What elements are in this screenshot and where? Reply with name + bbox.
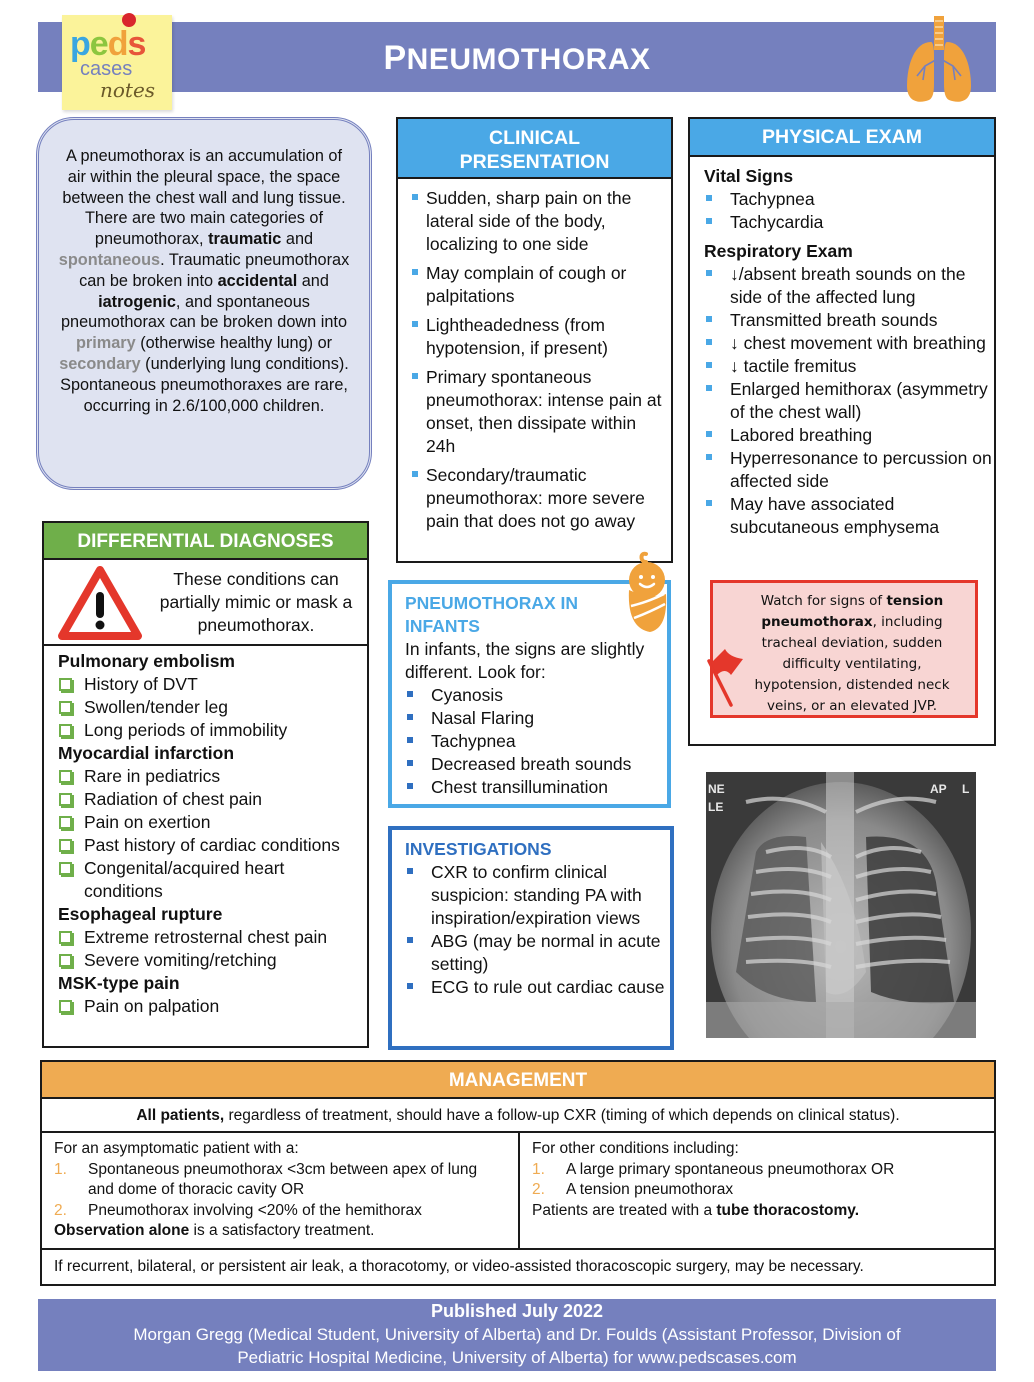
bullet-icon <box>412 471 418 477</box>
list-item: Secondary/traumatic pneumothorax: more severe pain that does not go away <box>410 464 663 533</box>
group-myocardial-infarction: Myocardial infarction <box>58 743 235 763</box>
pedscases-notes-logo <box>62 15 172 110</box>
list-item: Severe vomiting/retching <box>58 949 367 972</box>
list-item: Chest transillumination <box>405 776 667 799</box>
respiratory-exam-heading: Respiratory Exam <box>704 241 853 261</box>
checkbox-icon <box>59 678 72 691</box>
list-item: May complain of cough or palpitations <box>410 262 663 308</box>
group-pulmonary-embolism: Pulmonary embolism <box>58 651 235 671</box>
red-flag-icon <box>705 647 749 709</box>
investigations-box <box>388 826 674 1050</box>
infants-title: PNEUMOTHORAX IN INFANTS <box>405 593 579 636</box>
clinical-presentation-box <box>396 117 673 563</box>
list-item: Long periods of immobility <box>58 719 367 742</box>
list-item: Enlarged hemithorax (asymmetry of the chest wall) <box>704 378 994 424</box>
logo-cases-text: cases <box>80 58 133 80</box>
xray-label: NE <box>708 782 725 796</box>
list-item: May have associated subcutaneous emphysema <box>704 493 994 539</box>
list-item: Primary spontaneous pneumothorax: intense pain at onset, then dissipate within 24h <box>410 366 663 458</box>
published-date: Published July 2022 <box>430 1301 604 1321</box>
group-msk-pain: MSK-type pain <box>58 973 180 993</box>
bullet-icon <box>706 316 712 322</box>
list-item: ABG (may be normal in acute setting) <box>405 930 670 976</box>
differential-list <box>44 646 367 1018</box>
management-surgery-note: If recurrent, bilateral, or persistent air leak, a thoracotomy, or video-assisted thoracoscopic surgery, may be necessary. <box>54 1258 864 1275</box>
list-item: Tachypnea <box>704 188 994 211</box>
differential-diagnoses-box <box>42 521 369 1048</box>
group-esophageal-rupture: Esophageal rupture <box>58 904 223 924</box>
checkbox-icon <box>59 931 72 944</box>
bullet-icon <box>412 373 418 379</box>
bullet-icon <box>706 270 712 276</box>
bullet-icon <box>407 868 413 874</box>
list-item: Sudden, sharp pain on the lateral side of the body, localizing to one side <box>410 187 663 256</box>
bullet-icon <box>706 339 712 345</box>
management-all-patients: All patients, regardless of treatment, should have a follow-up CXR (timing of which depends on clinical status). <box>42 1099 994 1133</box>
bullet-icon <box>407 714 413 720</box>
list-item: Cyanosis <box>405 684 667 707</box>
bullet-icon <box>706 500 712 506</box>
bullet-icon <box>412 321 418 327</box>
list-item: Pain on palpation <box>58 995 367 1018</box>
list-item: ↓/absent breath sounds on the side of the affected lung <box>704 263 994 309</box>
bullet-icon <box>407 691 413 697</box>
xray-label: LE <box>708 800 724 814</box>
warning-triangle-icon <box>58 566 142 640</box>
list-item: Congenital/acquired heart conditions <box>58 857 367 903</box>
list-item: 2. A tension pneumothorax <box>532 1181 734 1198</box>
bullet-icon <box>706 454 712 460</box>
xray-label-ap: AP <box>930 782 947 796</box>
xray-illustration <box>706 772 976 1038</box>
checkbox-icon <box>59 839 72 852</box>
list-item: Extreme retrosternal chest pain <box>58 926 367 949</box>
checkbox-icon <box>59 701 72 714</box>
bullet-icon <box>706 362 712 368</box>
list-item: Lightheadedness (from hypotension, if present) <box>410 314 663 360</box>
checkbox-icon <box>59 816 72 829</box>
management-asymptomatic: For an asymptomatic patient with a: 1. Spontaneous pneumothorax <3cm between apex of lung and dome of thoracic cavity OR 2. Pneumothorax involving <20% of the hemithorax Observation alone is a satisfactory treatment. <box>42 1133 520 1248</box>
list-item: Past history of cardiac conditions <box>58 834 367 857</box>
differential-title: DIFFERENTIAL DIAGNOSES <box>44 523 367 560</box>
footer <box>38 1299 996 1371</box>
intro-summary: A pneumothorax is an accumulation of air within the pleural space, the space between the chest wall and lung tissue. There are two main categories of pneumothorax, traumatic and spontaneous. Traumatic pneumothorax can be broken into accidental and iatrogenic, and spontaneous pneumothorax can be broken down into primary (otherwise healthy lung) or secondary (underlying lung conditions). Spontaneous pneumothoraxes are rare, occurring in 2.6/100,000 children. <box>36 117 372 490</box>
clinical-list <box>398 179 671 533</box>
list-item: History of DVT <box>58 673 367 696</box>
list-item: Decreased breath sounds <box>405 753 667 776</box>
authors-line-2: Pediatric Hospital Medicine, University of Alberta) for www.pedscases.com <box>237 1348 797 1367</box>
checkbox-icon <box>59 770 72 783</box>
list-item: Swollen/tender leg <box>58 696 367 719</box>
list-item: Radiation of chest pain <box>58 788 367 811</box>
baby-icon <box>622 550 672 634</box>
list-item: Nasal Flaring <box>405 707 667 730</box>
checkbox-icon <box>59 793 72 806</box>
bullet-icon <box>706 218 712 224</box>
vital-signs-heading: Vital Signs <box>704 166 794 186</box>
list-item: Hyperresonance to percussion on affected side <box>704 447 994 493</box>
list-item: 1. A large primary spontaneous pneumothorax OR <box>532 1160 895 1178</box>
bullet-icon <box>706 195 712 201</box>
clinical-title: CLINICAL PRESENTATION <box>398 119 671 179</box>
checkbox-icon <box>59 954 72 967</box>
bullet-icon <box>706 431 712 437</box>
list-item: ↓ chest movement with breathing <box>704 332 994 355</box>
logo-peds-text: peds <box>70 25 146 63</box>
list-item: Transmitted breath sounds <box>704 309 994 332</box>
list-item: ECG to rule out cardiac cause <box>405 976 670 999</box>
management-box <box>40 1060 996 1286</box>
authors-line-1: Morgan Gregg (Medical Student, University of Alberta) and Dr. Foulds (Assistant Professor, Division of <box>133 1325 901 1344</box>
infants-list <box>405 684 667 799</box>
list-item: CXR to confirm clinical suspicion: standing PA with inspiration/expiration views <box>405 861 670 930</box>
checkbox-icon <box>59 1000 72 1013</box>
list-item: Rare in pediatrics <box>58 765 367 788</box>
page-title: PNEUMOTHORAX <box>383 39 651 77</box>
chest-xray-image <box>706 772 976 1038</box>
respiratory-exam-list <box>704 263 994 539</box>
bullet-icon <box>407 760 413 766</box>
management-other-conditions: For other conditions including: 1. A large primary spontaneous pneumothorax OR 2. A tension pneumothorax Patients are treated with a tube thoracostomy. <box>520 1133 994 1248</box>
bullet-icon <box>412 194 418 200</box>
vital-signs-list <box>704 188 994 234</box>
logo-notes-text: notes <box>100 78 156 102</box>
checkbox-icon <box>59 724 72 737</box>
bullet-icon <box>407 783 413 789</box>
differential-warning: These conditions can partially mimic or mask a pneumothorax. <box>44 560 367 646</box>
investigations-title: INVESTIGATIONS <box>405 839 552 859</box>
tension-pneumothorax-alert: Watch for signs of tension pneumothorax, including tracheal deviation, sudden difficulty ventilating, hypotension, distended neck veins, or an elevated JVP. <box>710 580 978 718</box>
bullet-icon <box>407 737 413 743</box>
list-item: Tachycardia <box>704 211 994 234</box>
list-item: 2. Pneumothorax involving <20% of the hemithorax <box>54 1201 422 1219</box>
list-item: Labored breathing <box>704 424 994 447</box>
bullet-icon <box>706 385 712 391</box>
infants-intro: In infants, the signs are slightly different. Look for: <box>405 639 645 682</box>
physical-exam-title: PHYSICAL EXAM <box>690 119 994 157</box>
investigations-list <box>405 861 670 999</box>
list-item: Pain on exertion <box>58 811 367 834</box>
list-item: 1. Spontaneous pneumothorax <3cm between apex of lung and dome of thoracic cavity OR <box>54 1160 478 1198</box>
bullet-icon <box>407 937 413 943</box>
checkbox-icon <box>59 862 72 875</box>
xray-label-side: L <box>962 782 970 796</box>
list-item: Tachypnea <box>405 730 667 753</box>
list-item: ↓ tactile fremitus <box>704 355 994 378</box>
management-title: MANAGEMENT <box>42 1062 994 1099</box>
lungs-icon <box>905 16 973 106</box>
bullet-icon <box>407 983 413 989</box>
bullet-icon <box>412 269 418 275</box>
